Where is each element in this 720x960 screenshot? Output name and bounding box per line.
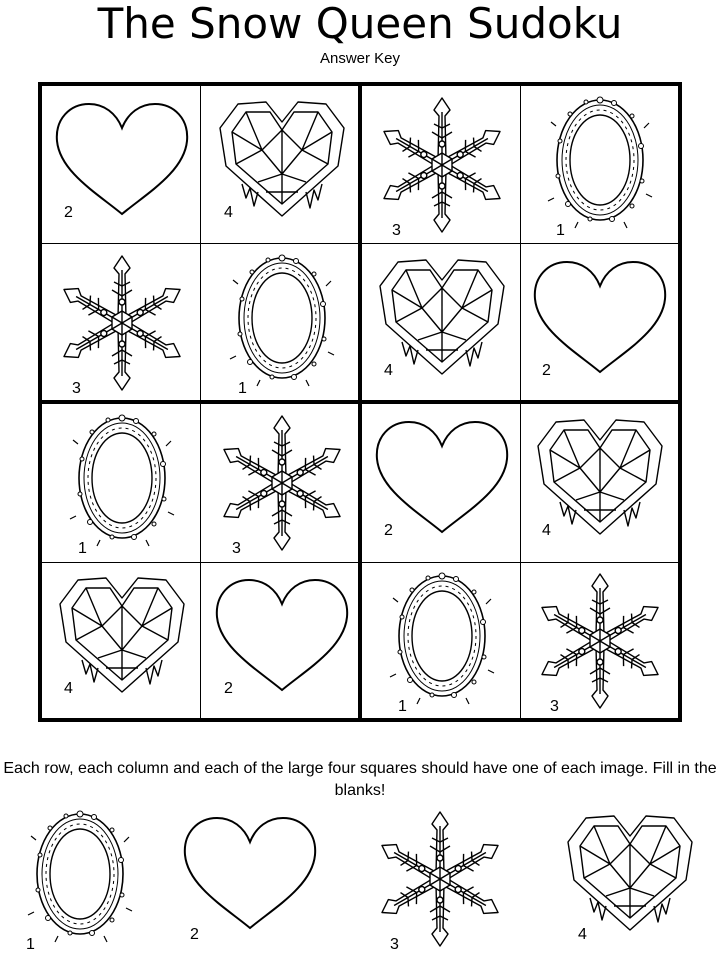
- cell-number: 3: [72, 380, 81, 397]
- key-number: 1: [26, 936, 35, 953]
- cell-number: 1: [556, 222, 565, 239]
- instructions-text: Each row, each column and each of the large four squares should have one of each image. Fill in the blanks!: [3, 760, 717, 799]
- sudoku-grid: [38, 82, 682, 722]
- cell-number: 4: [542, 522, 551, 539]
- key-item: [0, 800, 160, 960]
- grid-cell: [202, 86, 360, 242]
- key-number: 2: [190, 926, 199, 943]
- cell-number: 2: [64, 204, 73, 221]
- grid-cell: [42, 404, 200, 560]
- grid-divider-thick: [42, 400, 678, 404]
- snowflake-icon: [362, 86, 522, 244]
- cell-number: 3: [392, 222, 401, 239]
- grid-cell: [362, 244, 520, 400]
- grid-cell: [520, 404, 678, 560]
- snowflake-icon: [202, 404, 362, 562]
- snowflake-icon: [520, 562, 680, 720]
- crystal-heart-icon: [550, 800, 710, 958]
- cell-number: 4: [224, 204, 233, 221]
- mirror-icon: [0, 800, 160, 958]
- grid-cell: [42, 244, 200, 400]
- page-subtitle: Answer Key: [319, 50, 401, 67]
- mirror-icon: [362, 562, 522, 720]
- grid-cell: [202, 404, 360, 560]
- snowflake-icon: [42, 244, 202, 402]
- page-title: The Snow Queen Sudoku: [97, 0, 623, 48]
- grid-cell: [520, 244, 678, 400]
- cell-number: 4: [384, 362, 393, 379]
- cell-number: 2: [384, 522, 393, 539]
- cell-number: 2: [224, 680, 233, 697]
- cell-number: 2: [542, 362, 551, 379]
- grid-cell: [202, 244, 360, 400]
- grid-cell: [520, 562, 678, 718]
- snowflake-icon: [360, 800, 520, 958]
- grid-cell: [520, 86, 678, 242]
- grid-cell: [362, 562, 520, 718]
- key-item: [550, 800, 710, 960]
- grid-cell: [202, 562, 360, 718]
- grid-cell: [42, 86, 200, 242]
- grid-cell: [362, 404, 520, 560]
- key-number: 4: [578, 926, 587, 943]
- cell-number: 1: [238, 380, 247, 397]
- grid-cell: [362, 86, 520, 242]
- cell-number: 3: [550, 698, 559, 715]
- cell-number: 1: [78, 540, 87, 557]
- cell-number: 3: [232, 540, 241, 557]
- cell-number: 1: [398, 698, 407, 715]
- cell-number: 4: [64, 680, 73, 697]
- mirror-icon: [520, 86, 680, 244]
- key-item: [360, 800, 520, 960]
- mirror-icon: [42, 404, 202, 562]
- mirror-icon: [202, 244, 362, 402]
- grid-cell: [42, 562, 200, 718]
- key-number: 3: [390, 936, 399, 953]
